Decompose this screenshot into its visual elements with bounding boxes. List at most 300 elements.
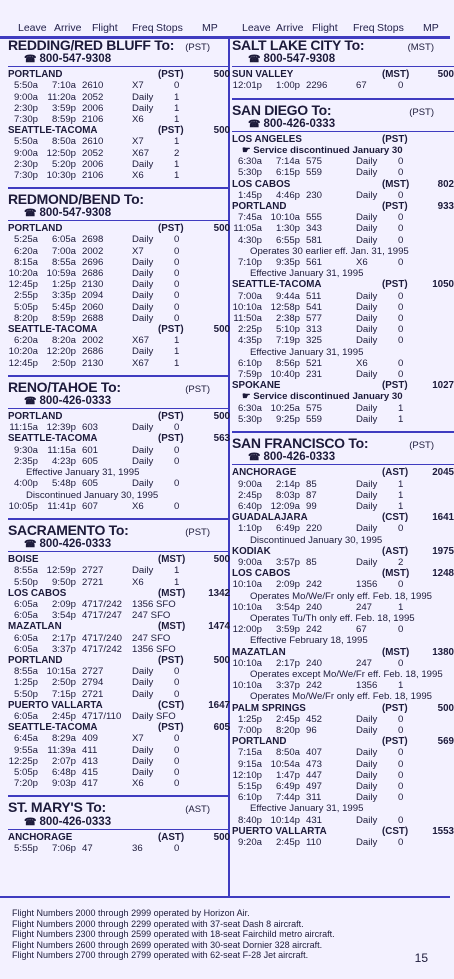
leave-time: 4:35p [237, 335, 262, 347]
origin-miles: 500 [213, 411, 230, 423]
flight-number: 431 [306, 814, 323, 826]
frequency: Daily [356, 556, 378, 568]
footer-notes [0, 896, 450, 979]
phone-number: 800-547-9308 [263, 53, 336, 66]
stops: 0 [398, 579, 404, 591]
frequency: X67 [132, 357, 150, 369]
destination-timezone: (MST) [407, 42, 434, 53]
stops: 0 [398, 769, 404, 781]
flight-row [8, 103, 230, 114]
leave-time: 6:30a [237, 402, 262, 414]
origin-timezone: (MST) [382, 646, 410, 658]
flight-row [232, 302, 454, 313]
origin-miles: 605 [213, 722, 230, 734]
origin-row [232, 647, 454, 658]
flight-row [8, 756, 230, 767]
destination-section [232, 38, 454, 92]
origin-name: PORTLAND [232, 201, 287, 213]
flight-row [8, 234, 230, 245]
origin-timezone: (PST) [158, 411, 184, 423]
origin-row [232, 546, 454, 557]
stops: 0 [398, 234, 404, 246]
origin-name: SUN VALLEY [232, 69, 294, 81]
frequency: Daily [356, 212, 378, 224]
frequency: 247 SFO [132, 632, 171, 644]
origin-name: LOS ANGELES [232, 133, 302, 145]
origin-name: SPOKANE [232, 380, 281, 392]
leave-time: 10:20a [8, 268, 38, 280]
flight-row [8, 843, 230, 854]
origin-miles: 933 [437, 201, 454, 213]
leave-time: 8:40p [237, 814, 262, 826]
origin-name: LOS CABOS [232, 178, 291, 190]
leave-time: 5:50a [13, 80, 38, 92]
leave-time: 9:00a [237, 556, 262, 568]
stops [174, 633, 204, 644]
flight-row [232, 501, 454, 512]
flight-number: 581 [306, 234, 323, 246]
flight-row [8, 290, 230, 301]
origin-miles: 500 [213, 223, 230, 235]
frequency: Daily [356, 500, 378, 512]
frequency: Daily [132, 744, 154, 756]
arrive-time: 5:20p [51, 158, 76, 170]
arrive-time: 7:19p [275, 335, 300, 347]
flight-number: 411 [82, 744, 98, 756]
frequency: 1356 [356, 680, 378, 692]
arrive-time: 6:05a [51, 234, 76, 246]
arrive-time: 7:14a [275, 156, 300, 168]
leave-time: 6:05a [13, 710, 38, 722]
flight-number: 2106 [82, 170, 104, 182]
flight-number: 2696 [82, 256, 104, 268]
stops: 0 [174, 422, 180, 434]
arrive-time: 10:14p [270, 814, 300, 826]
flight-number: 2130 [82, 279, 104, 291]
origin-row [232, 134, 454, 145]
arrive-time: 12:50p [46, 147, 76, 159]
leave-time: 12:45p [8, 279, 38, 291]
frequency: Daily [132, 256, 154, 268]
phone-number: 800-426-0333 [263, 117, 336, 130]
origin-row [232, 201, 454, 212]
stops: 0 [398, 814, 404, 826]
flight-row [8, 599, 230, 610]
flight-row [8, 633, 230, 644]
arrive-time: 4:23p [51, 455, 76, 467]
flight-number: 415 [82, 766, 99, 778]
flight-number: 521 [306, 357, 323, 369]
origin-timezone: (PST) [158, 69, 184, 81]
frequency: Daily [132, 565, 154, 577]
phone-icon: ☎ [248, 452, 261, 464]
arrive-time: 2:45p [275, 713, 300, 725]
flight-number: 2052 [82, 147, 104, 159]
flight-row [8, 677, 230, 688]
footer-line: Flight Numbers 2000 through 2299 operated with 37-seat Dash 8 aircraft. [12, 918, 304, 929]
leave-time: 8:55a [13, 565, 38, 577]
frequency: Daily [356, 301, 378, 313]
arrive-time: 8:03p [275, 489, 300, 501]
leave-time: 9:55a [13, 744, 38, 756]
flight-row [232, 335, 454, 346]
flight-row [8, 148, 230, 159]
flight-number: 2130 [82, 357, 104, 369]
stops: 0 [174, 268, 180, 280]
leave-time: 6:10p [237, 792, 262, 804]
header-freq: Freq [132, 22, 154, 34]
flight-row [8, 666, 230, 677]
flight-number: 4717/110 [82, 710, 122, 722]
arrive-time: 5:10p [275, 324, 300, 336]
origin-row [8, 621, 230, 632]
flight-number: 47 [82, 842, 93, 854]
origin-row [8, 554, 230, 565]
origin-row [8, 69, 230, 80]
stops: 0 [398, 657, 404, 669]
destination-header [8, 38, 230, 53]
leave-time: 6:45a [13, 733, 38, 745]
frequency: Daily [356, 402, 378, 414]
flight-row [232, 815, 454, 826]
destination-header [8, 192, 230, 207]
arrive-time: 2:17p [51, 632, 76, 644]
arrive-time: 11:20a [47, 91, 76, 103]
pointing-hand-icon: ☛ [242, 145, 254, 157]
leave-time: 12:10p [232, 769, 262, 781]
destination-section [8, 375, 230, 512]
flight-row [232, 624, 454, 635]
flight-number: 4717/247 [82, 610, 123, 622]
footer-line: Flight Numbers 2300 through 2599 operated with 18-seat Fairchild metro aircraft. [12, 929, 335, 939]
stops: 0 [398, 369, 404, 381]
frequency: Daily [356, 837, 378, 848]
frequency: Daily [356, 724, 378, 736]
origin-name: SEATTLE-TACOMA [8, 722, 98, 734]
origin-name: MAZATLAN [232, 646, 286, 658]
origin-timezone: (MST) [158, 621, 186, 633]
frequency: X7 [132, 245, 144, 257]
flight-number: 555 [306, 212, 323, 224]
stops: 1 [174, 565, 180, 577]
origin-row [232, 179, 454, 190]
flight-row [8, 456, 230, 467]
flight-number: 313 [306, 324, 323, 336]
frequency: Daily [132, 158, 154, 170]
leave-time: 12:45p [8, 357, 38, 369]
frequency: 67 [356, 624, 367, 636]
origin-miles: 1342 [208, 587, 230, 599]
flight-number: 85 [306, 556, 317, 568]
frequency: X6 [132, 576, 144, 588]
flight-row [8, 358, 230, 369]
flight-row [8, 711, 230, 722]
flight-row [8, 302, 230, 313]
leave-time: 5:50p [13, 688, 38, 700]
frequency: Daily [132, 301, 154, 313]
origin-timezone: (PST) [158, 722, 184, 734]
arrive-time: 9:44a [275, 290, 300, 302]
flight-number: 99 [306, 500, 317, 512]
flight-number: 407 [306, 747, 323, 759]
origin-row [232, 69, 454, 80]
origin-name: SEATTLE-TACOMA [8, 324, 98, 336]
footer-line: Flight Numbers 2600 through 2699 operated with 30-seat Dornier 328 aircraft. [12, 939, 323, 950]
frequency: Daily [356, 769, 378, 781]
arrive-time: 5:48p [51, 478, 76, 490]
leave-time: 10:10a [232, 601, 262, 613]
origin-name: ANCHORAGE [232, 467, 297, 479]
leave-time: 10:05p [8, 500, 38, 512]
flight-number: 2296 [306, 80, 328, 92]
reservation-phone [8, 53, 230, 67]
flight-row [8, 170, 230, 181]
arrive-time: 2:38p [275, 313, 300, 325]
leave-time: 7:00a [237, 290, 262, 302]
phone-number: 800-426-0333 [39, 815, 112, 828]
origin-name: PORTLAND [8, 411, 63, 423]
flight-number: 603 [82, 422, 99, 434]
destination-timezone: (PST) [185, 42, 210, 53]
flight-number: 452 [306, 713, 323, 725]
origin-name: GUADALAJARA [232, 512, 308, 524]
leave-time: 7:15a [237, 747, 262, 759]
frequency: Daily [132, 346, 154, 358]
phone-icon: ☎ [24, 816, 37, 828]
flight-number: 2686 [82, 268, 104, 280]
flight-row [8, 733, 230, 744]
origin-timezone: (PST) [158, 433, 184, 445]
origin-miles: 1975 [432, 545, 454, 557]
leave-time: 10:10a [232, 657, 262, 669]
stops: 0 [398, 212, 404, 224]
leave-time: 6:05a [13, 643, 38, 655]
frequency: Daily [356, 747, 378, 759]
service-notice [232, 391, 454, 402]
origin-row [8, 722, 230, 733]
leave-time: 7:30p [13, 170, 38, 182]
leave-time: 10:10a [232, 301, 262, 313]
origin-timezone: (PST) [382, 133, 408, 145]
origin-row [232, 736, 454, 747]
flight-row [232, 714, 454, 725]
arrive-time: 3:37p [275, 680, 300, 692]
arrive-time: 3:54p [275, 601, 300, 613]
flight-row [232, 837, 454, 848]
origin-row [8, 125, 230, 136]
destination-header [232, 38, 454, 53]
stops: 0 [174, 677, 180, 689]
right-column [232, 38, 454, 854]
leave-time: 5:50a [13, 136, 38, 148]
origin-row [8, 588, 230, 599]
origin-row [8, 700, 230, 711]
leave-time: 5:30p [237, 167, 262, 179]
origin-name: PORTLAND [232, 736, 287, 748]
flight-number: 220 [306, 523, 323, 535]
flight-number: 601 [82, 444, 99, 456]
flight-number: 2094 [82, 290, 104, 302]
frequency: Daily [132, 290, 154, 302]
frequency: Daily [132, 444, 154, 456]
stops [174, 711, 204, 722]
origin-row [8, 223, 230, 234]
stops: 1 [398, 478, 404, 490]
origin-timezone: (PST) [382, 702, 408, 714]
schedule-note: Operates Mo/We/Fr only eff. Feb. 18, 1995 [250, 590, 433, 602]
frequency: Daily [132, 234, 154, 246]
origin-timezone: (CST) [382, 825, 409, 837]
stops: 0 [398, 724, 404, 736]
leave-time: 2:35p [13, 455, 38, 467]
leave-time: 7:10p [237, 257, 262, 269]
arrive-time: 1:00p [275, 80, 300, 92]
arrive-time: 6:49p [275, 523, 300, 535]
arrive-time: 3:59p [275, 624, 300, 636]
origin-miles: 500 [213, 324, 230, 336]
flight-number: 2686 [82, 346, 104, 358]
arrive-time: 3:57p [275, 556, 300, 568]
arrive-time: 11:15a [47, 444, 76, 456]
footer-lines [12, 908, 335, 961]
leave-time: 7:59p [237, 369, 262, 381]
flight-row [8, 279, 230, 290]
flight-row [8, 644, 230, 655]
frequency: Daily [356, 335, 378, 347]
arrive-time: 1:30p [275, 223, 300, 235]
arrive-time: 1:25p [51, 279, 76, 291]
origin-miles: 1248 [432, 568, 454, 580]
stops: 1 [398, 402, 404, 414]
arrive-time: 2:17p [275, 657, 300, 669]
leave-time: 5:30p [237, 413, 262, 425]
stops: 0 [174, 842, 180, 854]
origin-miles: 500 [213, 69, 230, 81]
flight-row [8, 577, 230, 588]
pointing-hand-icon: ☛ [242, 391, 254, 403]
arrive-time: 10:25a [270, 402, 300, 414]
frequency: X7 [132, 136, 144, 148]
leave-time: 9:00a [237, 478, 262, 490]
origin-miles: 500 [213, 831, 230, 843]
frequency: Daily [356, 313, 378, 325]
leave-time: 5:25a [13, 234, 38, 246]
destination-name: SAN DIEGO To: [232, 101, 332, 118]
phone-icon: ☎ [24, 208, 37, 220]
schedule-note: Operates 30 earlier eff. Jan. 31, 1995 [250, 245, 409, 257]
leave-time: 9:20a [237, 837, 262, 848]
origin-name: PORTLAND [8, 69, 63, 81]
arrive-time: 9:25p [275, 413, 300, 425]
schedule-note: Discontinued January 30, 1995 [250, 534, 383, 546]
stops: 1 [174, 91, 180, 103]
flight-row [232, 80, 454, 91]
arrive-time: 6:55p [275, 234, 300, 246]
service-notice-text: Service discontinued January 30 [253, 145, 403, 157]
origin-miles: 1050 [432, 279, 454, 291]
destination-name: REDDING/RED BLUFF To: [8, 37, 175, 53]
arrive-time: 4:46p [275, 189, 300, 201]
arrive-time: 11:39a [47, 744, 76, 756]
arrive-time: 6:15p [275, 167, 300, 179]
header-stops: Stops [156, 22, 183, 34]
flight-row [232, 781, 454, 792]
stops: 0 [174, 744, 180, 756]
flight-row [8, 501, 230, 512]
arrive-time: 3:37p [51, 643, 76, 655]
origin-row [232, 568, 454, 579]
footer-line: Flight Numbers 2700 through 2799 operated with 62-seat F-28 Jet aircraft. [12, 950, 309, 960]
schedule-note: Operates except Mo/We/Fr eff. Feb. 18, 1995 [250, 668, 443, 680]
page-number: 15 [414, 951, 428, 965]
origin-miles: 1647 [208, 699, 230, 711]
stops: 0 [398, 792, 404, 804]
flight-number: 447 [306, 769, 323, 781]
stops: 0 [174, 301, 180, 313]
stops: 0 [174, 688, 180, 700]
stops: 1 [398, 489, 404, 501]
origin-name: LOS CABOS [8, 587, 67, 599]
destination-header [8, 800, 230, 815]
frequency: Daily [132, 455, 154, 467]
stops: 0 [174, 312, 180, 324]
arrive-time: 8:59p [51, 114, 76, 126]
flight-row [232, 490, 454, 501]
leave-time: 2:30p [13, 102, 38, 114]
flight-row [232, 235, 454, 246]
schedule-note: Operates Mo/We/Fr only eff. Feb. 18, 1995 [250, 691, 433, 703]
destination-header [232, 436, 454, 451]
stops [174, 610, 204, 621]
reservation-phone [232, 53, 454, 67]
flight-row [8, 478, 230, 489]
flight-row [8, 422, 230, 433]
origin-miles: 1474 [208, 621, 230, 633]
leave-time: 7:20p [13, 778, 38, 790]
leave-time: 1:25p [13, 677, 38, 689]
flight-number: 343 [306, 223, 323, 235]
arrive-time: 7:10a [51, 80, 76, 92]
stops: 1 [174, 158, 180, 170]
destination-name: REDMOND/BEND To: [8, 191, 144, 208]
stops: 1 [174, 576, 180, 588]
flight-row [232, 523, 454, 534]
stops: 1 [174, 136, 180, 148]
frequency: 1356 SFO [132, 598, 176, 610]
header-freq: Freq [353, 22, 375, 34]
origin-name: PALM SPRINGS [232, 702, 306, 714]
destination-name: SACRAMENTO To: [8, 521, 129, 538]
frequency: Daily [356, 290, 378, 302]
leave-time: 8:55a [13, 666, 38, 678]
flight-row [8, 778, 230, 789]
stops: 0 [398, 167, 404, 179]
header-arrive: Arrive [54, 22, 82, 34]
destination-section [232, 431, 454, 848]
origin-miles: 1380 [432, 646, 454, 658]
leave-time: 2:25p [237, 324, 262, 336]
origin-miles: 569 [437, 736, 454, 748]
flight-row [232, 156, 454, 167]
stops [174, 599, 204, 610]
flight-number: 2060 [82, 301, 104, 313]
arrive-time: 12:20p [46, 346, 76, 358]
flight-row [232, 291, 454, 302]
stops: 0 [398, 357, 404, 369]
flight-number: 242 [306, 624, 323, 636]
frequency: Daily [132, 312, 154, 324]
origin-timezone: (MST) [158, 554, 186, 566]
